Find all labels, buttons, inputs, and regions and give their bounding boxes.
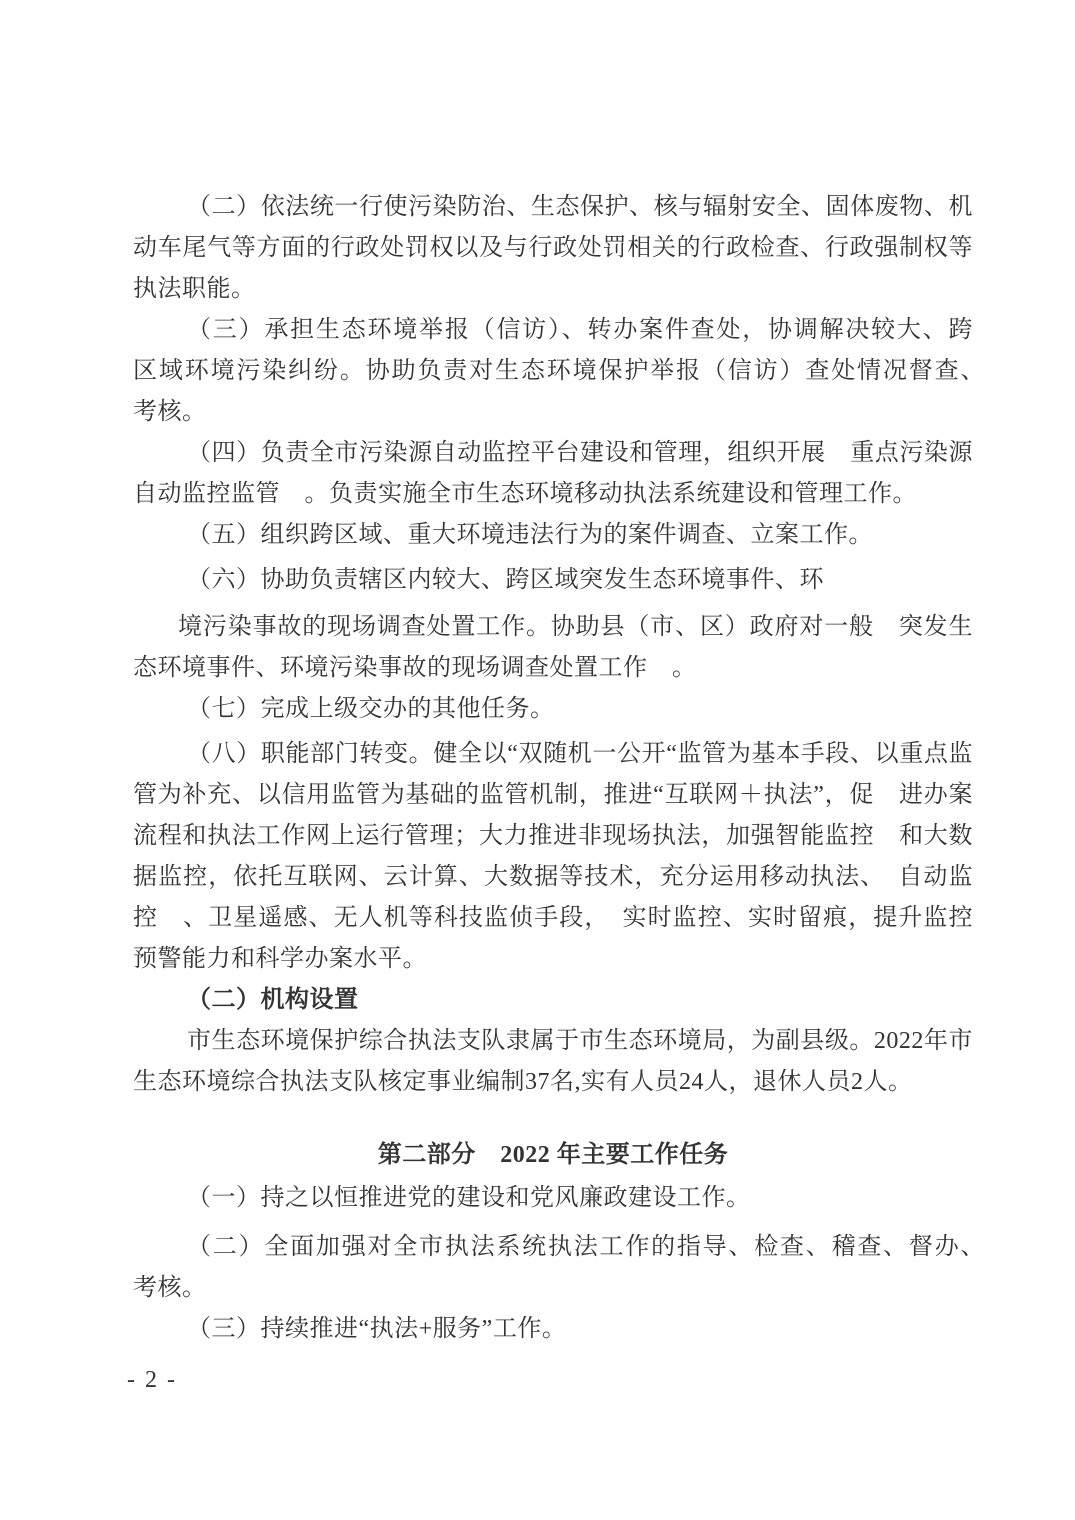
paragraph-body-8: （八）职能部门转变。健全以“双随机一公开“监管为基本手段、以重点监管为补充、以信用监管为基础的监管机制，推进“互联网＋执法”，促 进办案流程和执法工作网上运行管理；大力推进非现场执法，加强智能监控 和大数据监控，依托互联网、云计算、大数据等技术，充分运用移动执法、 自动监控 、卫星遥感、无人机等科技监侦手段， 实时监控、实时留痕，提升监控预警能力和科学办案水平。 (133, 741, 973, 972)
paragraph-body-cont-6: 境污染事故的现场调查处置工作。协助县（市、区）政府对一般 突发生态环境事件、环境污染事故的现场调查处置工作 。 (133, 614, 973, 681)
paragraph-body-4: （五）组织跨区域、重大环境违法行为的案件调查、立案工作。 (187, 522, 873, 548)
paragraph-body-7: （七）完成上级交办的其他任务。 (187, 696, 555, 722)
page-number: - 2 - (127, 1367, 177, 1393)
paragraph-body-2: （三）承担生态环境举报（信访）、转办案件查处，协调解决较大、跨 区域环境污染纠纷。协助负责对生态环境保护举报（信访）查处情况督查、 考核。 (133, 317, 998, 425)
paragraph-body-14: （三）持续推进“执法+服务”工作。 (187, 1316, 567, 1342)
paragraph-body-13: （二）全面加强对全市执法系统执法工作的指导、检查、稽查、督办、 考核。 (133, 1234, 998, 1301)
paragraph-body-5: （六）协助负责辖区内较大、跨区域突发生态环境事件、环 (187, 567, 824, 593)
paragraph-section-title-11: 第二部分 2022 年主要工作任务 (377, 1142, 729, 1168)
paragraph-body-10: 市生态环境保护综合执法支队隶属于市生态环境局，为副县级。2022年市生态环境综合执法支队核定事业编制37名,实有人员24人，退休人员2人。 (133, 1028, 973, 1095)
paragraph-body-3: （四）负责全市污染源自动监控平台建设和管理，组织开展 重点污染源自动监控监管 。负责实施全市生态环境移动执法系统建设和管理工作。 (133, 440, 973, 507)
paragraph-body-1: （二）依法统一行使污染防治、生态保护、核与辐射安全、固体废物、机动车尾气等方面的行政处罚权以及与行政处罚相关的行政检查、行政强制权等执法职能。 (133, 194, 973, 302)
paragraph-subheading-9: （二）机构设置 (187, 987, 359, 1013)
paragraph-body-12: （一）持之以恒推进党的建设和党风廉政建设工作。 (187, 1185, 751, 1211)
document-body (133, 187, 998, 1350)
